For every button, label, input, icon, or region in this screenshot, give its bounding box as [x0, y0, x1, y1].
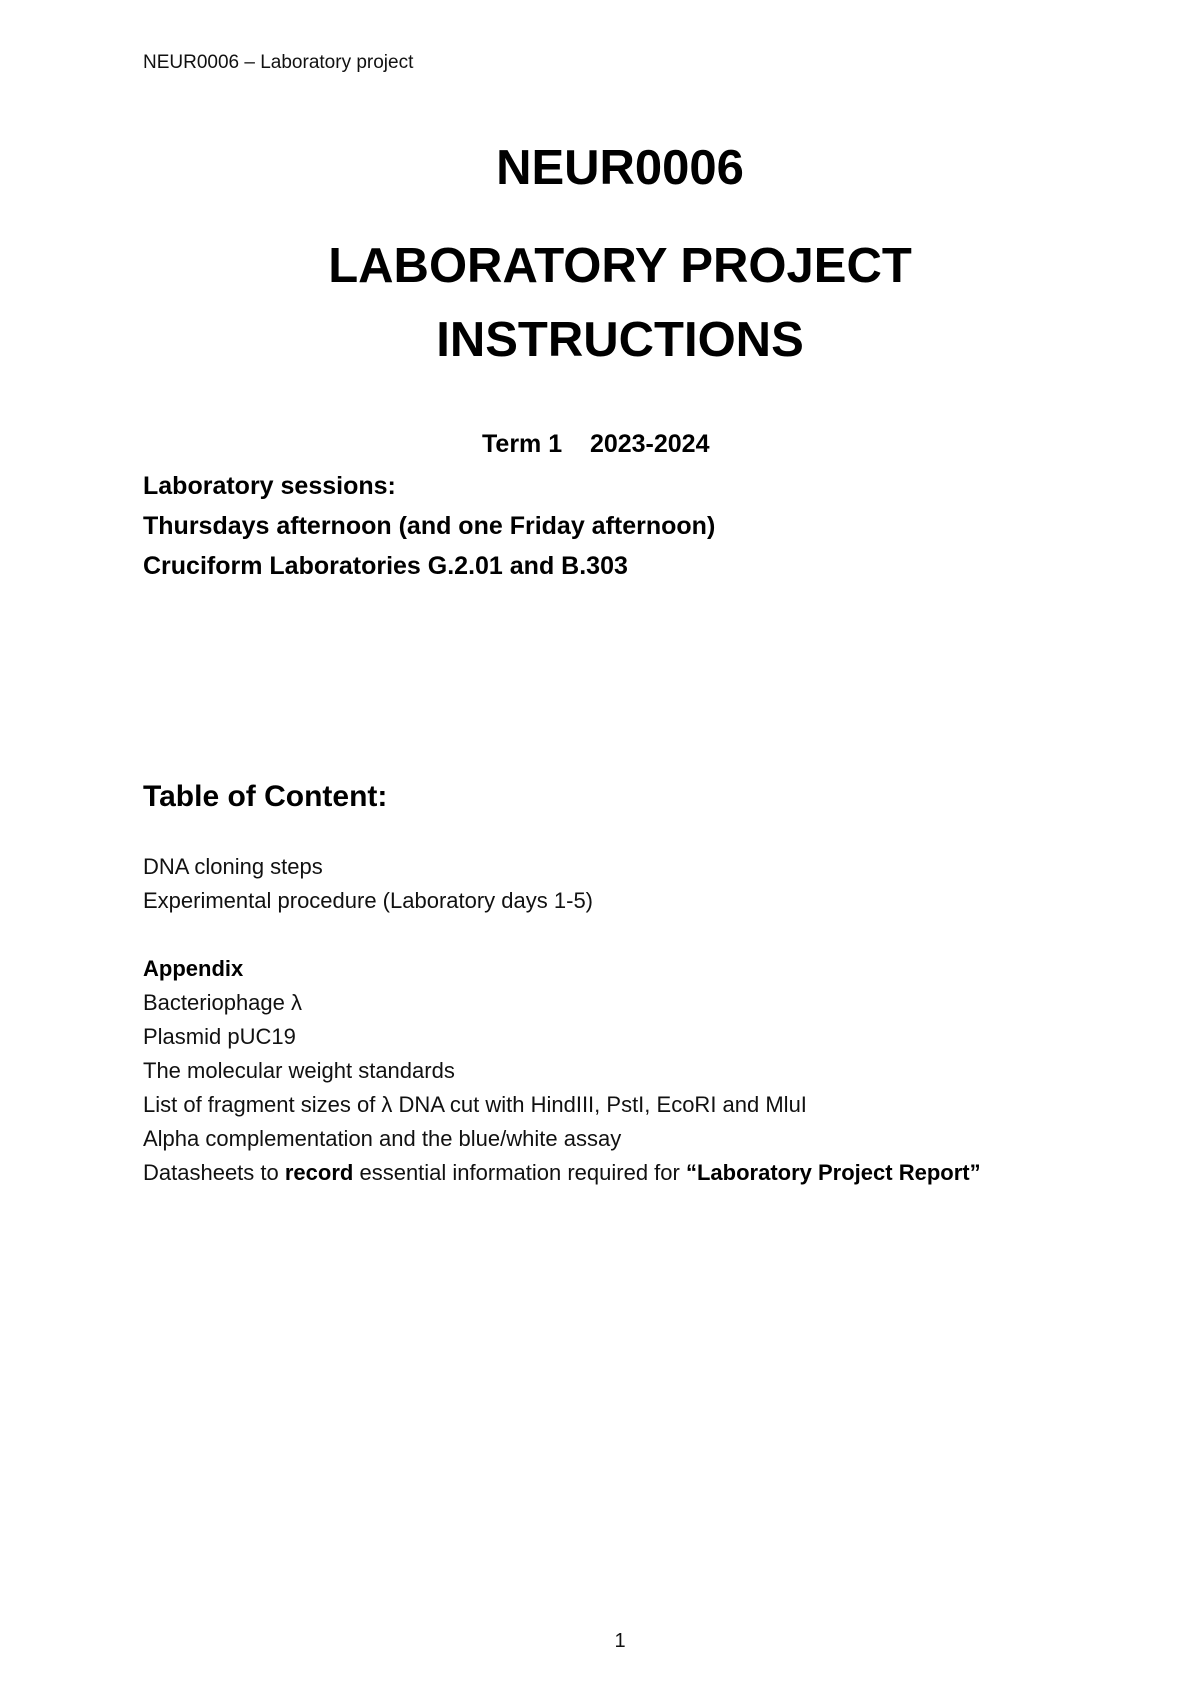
term-line: [482, 428, 710, 460]
toc-item-weight-standards: The molecular weight standards: [143, 1058, 455, 1083]
toc-item-experimental-procedure: Experimental procedure (Laboratory days 1-5): [143, 888, 594, 913]
document-title-line-2: INSTRUCTIONS: [436, 313, 804, 367]
toc-heading: Table of Content:: [143, 780, 388, 813]
datasheets-prefix: Datasheets to: [143, 1160, 285, 1185]
datasheets-record-word: record: [284, 1160, 354, 1185]
datasheets-middle: essential information required for: [353, 1160, 686, 1185]
toc-item-plasmid: Plasmid pUC19: [143, 1024, 296, 1049]
toc-list: [143, 850, 981, 1190]
sessions-label: Laboratory sessions:: [143, 472, 396, 500]
running-header: NEUR0006 – Laboratory project: [143, 52, 414, 73]
toc-item-dna-cloning: DNA cloning steps: [143, 854, 323, 879]
toc-item-bacteriophage: Bacteriophage λ: [143, 990, 302, 1015]
toc-spacer: [143, 918, 981, 952]
sessions-schedule: Thursdays afternoon (and one Friday afternoon): [143, 512, 716, 540]
toc-item-alpha-complementation: Alpha complementation and the blue/white assay: [143, 1126, 622, 1151]
toc-item-fragment-sizes: List of fragment sizes of λ DNA cut with HindIII, PstI, EcoRI and MluI: [143, 1092, 807, 1117]
course-code-title: NEUR0006: [496, 141, 744, 195]
page-number: 1: [614, 1630, 626, 1652]
sessions-location: Cruciform Laboratories G.2.01 and B.303: [143, 552, 628, 580]
document-title-line-1: LABORATORY PROJECT: [328, 239, 912, 293]
toc-item-datasheets: [143, 1156, 981, 1190]
term-label: Term 1: [482, 430, 563, 458]
sessions-block: [143, 466, 715, 586]
toc-appendix-title: Appendix: [143, 956, 244, 981]
term-years: 2023-2024: [589, 430, 710, 458]
datasheets-report-title: “Laboratory Project Report”: [685, 1160, 981, 1185]
